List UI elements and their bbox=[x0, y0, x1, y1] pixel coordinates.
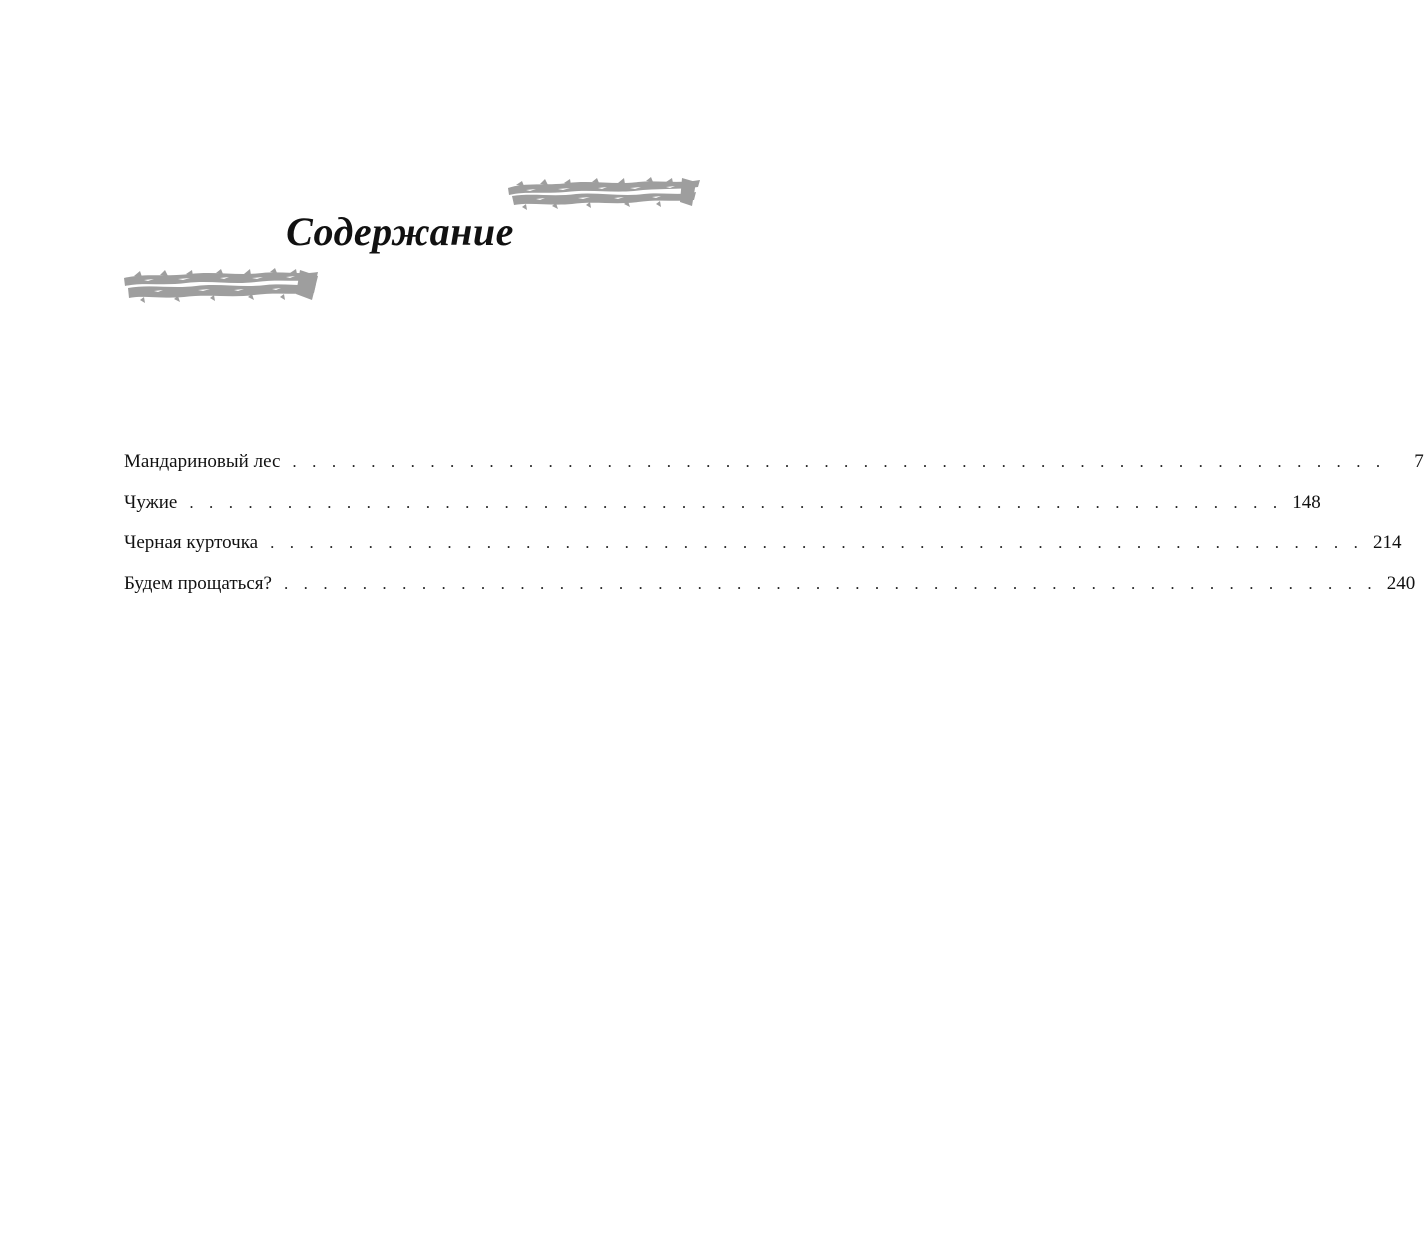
toc-entry-title: Мандариновый лес bbox=[124, 451, 281, 472]
toc-leader-dots: . . . . . . . . . . . . . . . . . . . . . . . . . . . . . . . . . . . . . . . . . . . . . . . . . . . . . . . . bbox=[189, 492, 1283, 512]
toc-leader-dots: . . . . . . . . . . . . . . . . . . . . . . . . . . . . . . . . . . . . . . . . . . . . . . . . . . . . . . . . bbox=[283, 573, 1378, 593]
brush-stroke-ornament-bottom bbox=[120, 268, 322, 304]
toc-entry[interactable] bbox=[124, 447, 1424, 488]
toc-entry-page-number: 7 bbox=[1414, 451, 1424, 472]
table-of-contents bbox=[124, 447, 1424, 609]
toc-leader-dots: . . . . . . . . . . . . . . . . . . . . . . . . . . . . . . . . . . . . . . . . . . . . . . . . . . . . . . . . bbox=[270, 533, 1364, 552]
toc-entry-title: Будем прощаться? bbox=[124, 572, 272, 594]
toc-entry-page-number: 214 bbox=[1372, 532, 1402, 553]
toc-leader-dots: . . . . . . . . . . . . . . . . . . . . . . . . . . . . . . . . . . . . . . . . . . . . . . . . . . . . . . . . bbox=[292, 452, 1386, 471]
toc-entry-title: Чужие bbox=[124, 491, 178, 513]
toc-entry-title: Черная курточка bbox=[124, 532, 259, 553]
toc-entry-page-number: 240 bbox=[1386, 572, 1416, 594]
toc-entry-page-number: 148 bbox=[1292, 491, 1321, 513]
toc-entry[interactable] bbox=[124, 528, 1402, 569]
toc-entry[interactable] bbox=[124, 488, 1321, 529]
page-title: Содержание bbox=[286, 209, 514, 254]
toc-entry[interactable] bbox=[124, 569, 1416, 610]
